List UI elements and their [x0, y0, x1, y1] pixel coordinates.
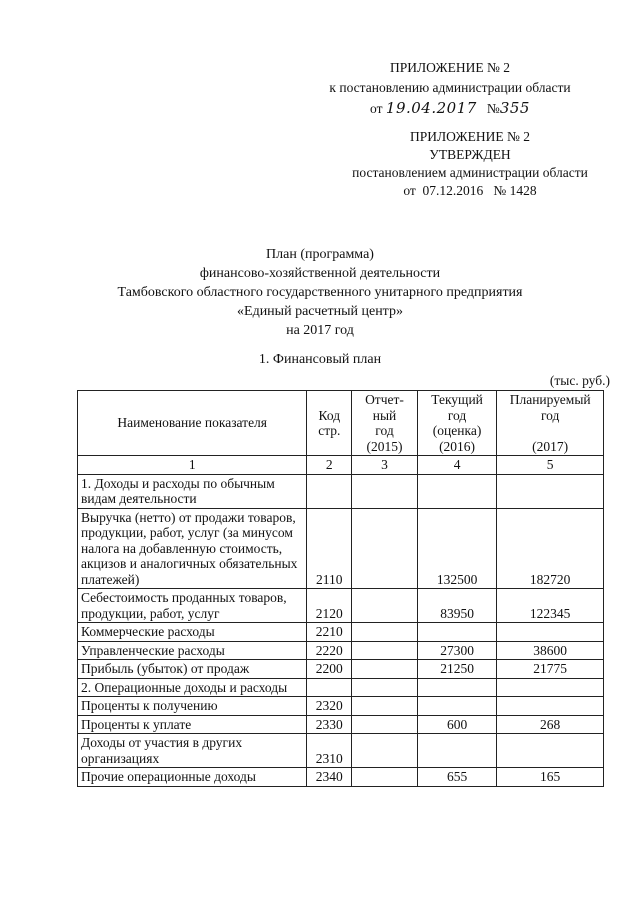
section-title: 1. Финансовый план: [258, 352, 382, 367]
row-value-2015: [352, 508, 418, 589]
amendment-subtitle: к постановлению администрации области: [329, 80, 571, 95]
table-row: [78, 623, 604, 642]
row-name: Прочие операционные доходы: [78, 768, 307, 787]
row-code: 2320: [307, 697, 352, 716]
row-value-2016: 83950: [417, 589, 497, 623]
row-name: Коммерческие расходы: [78, 623, 307, 642]
row-code: 2210: [307, 623, 352, 642]
table-row: [78, 697, 604, 716]
col-number: 3: [352, 456, 418, 475]
table-row: [78, 734, 604, 768]
row-code: 2220: [307, 641, 352, 660]
column-number-row: [78, 456, 604, 475]
row-value-2016: 655: [417, 768, 497, 787]
approved-block: [330, 128, 610, 200]
document-title: План (программа) финансово-хозяйственной деятельности Тамбовского областного государственного унитарного предприятия «Единый расчетный центр» на 2017 год: [117, 247, 523, 338]
row-value-2015: [352, 589, 418, 623]
row-value-2015: [352, 474, 418, 508]
row-name: Себестоимость проданных товаров, продукции, работ, услуг: [78, 589, 307, 623]
row-value-2015: [352, 734, 418, 768]
row-code: 2340: [307, 768, 352, 787]
table-row: [78, 508, 604, 589]
row-name: Управленческие расходы: [78, 641, 307, 660]
table-body: [78, 474, 604, 786]
row-value-2015: [352, 641, 418, 660]
row-value-2016: [417, 697, 497, 716]
row-value-2017: [497, 734, 604, 768]
row-code: 2110: [307, 508, 352, 589]
header-report-year: Отчет- ный год (2015): [352, 391, 418, 456]
row-value-2016: [417, 474, 497, 508]
amendment-title: ПРИЛОЖЕНИЕ № 2: [389, 60, 511, 75]
row-name: Прибыль (убыток) от продаж: [78, 660, 307, 679]
row-code: [307, 678, 352, 697]
col-number: 2: [307, 456, 352, 475]
row-code: [307, 474, 352, 508]
row-value-2017: [497, 623, 604, 642]
row-value-2017: 165: [497, 768, 604, 787]
row-code: 2200: [307, 660, 352, 679]
header-code: Код стр.: [307, 391, 352, 456]
table-row: [78, 660, 604, 679]
col-number: 1: [78, 456, 307, 475]
table-row: [78, 641, 604, 660]
row-value-2015: [352, 623, 418, 642]
row-value-2017: 38600: [497, 641, 604, 660]
row-value-2016: 600: [417, 715, 497, 734]
row-value-2017: 122345: [497, 589, 604, 623]
approved-by: постановлением администрации области: [352, 165, 588, 180]
row-code: 2310: [307, 734, 352, 768]
row-value-2016: [417, 678, 497, 697]
row-value-2017: [497, 697, 604, 716]
row-value-2016: 21250: [417, 660, 497, 679]
table-row: [78, 474, 604, 508]
row-value-2015: [352, 660, 418, 679]
row-value-2015: [352, 678, 418, 697]
row-name: Выручка (нетто) от продажи товаров, продукции, работ, услуг (за минусом налога на добавленную стоимость, акцизов и аналогичных обязательных платежей): [78, 508, 307, 589]
header-plan-year: Планируемый год (2017): [497, 391, 604, 456]
row-value-2016: [417, 734, 497, 768]
table-row: [78, 768, 604, 787]
table-row: [78, 678, 604, 697]
row-name: Доходы от участия в других организациях: [78, 734, 307, 768]
table-row: [78, 715, 604, 734]
approved-word: УТВЕРЖДЕН: [429, 147, 511, 162]
row-value-2016: [417, 623, 497, 642]
row-value-2015: [352, 768, 418, 787]
approved-date: от 07.12.2016 № 1428: [403, 183, 537, 198]
row-name: Проценты к уплате: [78, 715, 307, 734]
col-number: 5: [497, 456, 604, 475]
table-header-row: [78, 391, 604, 456]
row-value-2017: 268: [497, 715, 604, 734]
row-name: 1. Доходы и расходы по обычным видам деятельности: [78, 474, 307, 508]
amendment-block: [300, 58, 600, 119]
handwritten-date: 19.04.2017: [385, 99, 477, 117]
table-row: [78, 589, 604, 623]
approved-title: ПРИЛОЖЕНИЕ № 2: [409, 129, 531, 144]
row-value-2017: 182720: [497, 508, 604, 589]
handwritten-number: 355: [499, 99, 530, 117]
row-code: 2330: [307, 715, 352, 734]
unit-label: (тыс. руб.): [549, 373, 610, 388]
row-value-2017: [497, 678, 604, 697]
col-number: 4: [417, 456, 497, 475]
row-value-2016: 27300: [417, 641, 497, 660]
row-value-2017: [497, 474, 604, 508]
financial-plan-table: [77, 390, 604, 787]
row-value-2015: [352, 715, 418, 734]
row-name: 2. Операционные доходы и расходы: [78, 678, 307, 697]
header-current-year: Текущий год (оценка) (2016): [417, 391, 497, 456]
row-value-2017: 21775: [497, 660, 604, 679]
row-value-2016: 132500: [417, 508, 497, 589]
row-value-2015: [352, 697, 418, 716]
row-code: 2120: [307, 589, 352, 623]
amendment-date-line: от 19.04.2017 №355: [370, 99, 530, 117]
row-name: Проценты к получению: [78, 697, 307, 716]
header-name: Наименование показателя: [78, 391, 307, 456]
